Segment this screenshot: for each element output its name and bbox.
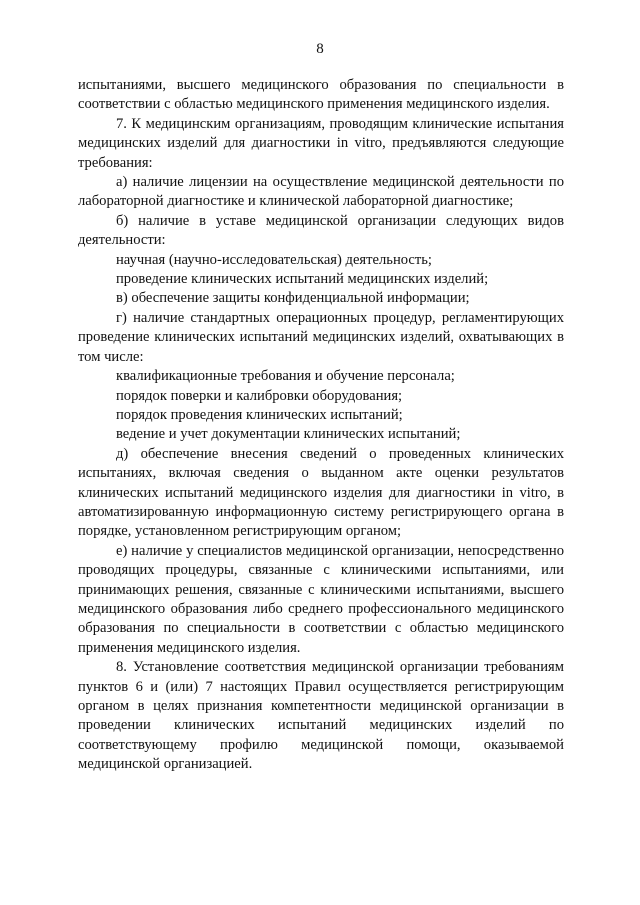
document-body [78, 76, 564, 775]
paragraph-sub-item: порядок проведения клинических испытаний; [116, 406, 403, 423]
paragraph-item-e: е) наличие у специалистов медицинской организации, непосредственно проводящих процедуры, связанные с клиническими испытаниями, или принимающих решения, связанные с клиническими испытаниями, высшего медицинского образования либо среднего профессионального медицинского образования по специальности в соответствии с областью медицинского применения медицинского изделия. [78, 542, 564, 656]
paragraph-continuation: испытаниями, высшего медицинского образования по специальности в соответствии с областью медицинского применения медицинского изделия. [78, 77, 564, 113]
paragraph-item-v: в) обеспечение защиты конфиденциальной информации; [116, 290, 470, 307]
paragraph-sub-item: ведение и учет документации клинических испытаний; [116, 426, 461, 443]
paragraph-item-a: а) наличие лицензии на осуществление медицинской деятельности по лабораторной диагностике и клинической лабораторной диагностике; [78, 174, 564, 210]
paragraph-item-g: г) наличие стандартных операционных процедур, регламентирующих проведение клинических испытаний медицинских изделий, охватывающих в том числе: [78, 309, 564, 365]
paragraph-sub-item: порядок поверки и калибровки оборудования; [116, 387, 403, 404]
paragraph-sub-item: научная (научно-исследовательская) деятельность; [116, 251, 432, 268]
paragraph-sub-item: проведение клинических испытаний медицинских изделий; [116, 271, 489, 288]
paragraph-clause-8: 8. Установление соответствия медицинской организации требованиям пунктов 6 и (или) 7 настоящих Правил осуществляется регистрирующим органом в целях признания компетентности медицинской организации в проведении клинических испытаний медицинских изделий по соответствующему профилю медицинской помощи, оказываемой медицинской организацией. [78, 659, 564, 773]
paragraph-clause-7: 7. К медицинским организациям, проводящим клинические испытания медицинских изделий для диагностики in vitro, предъявляются следующие требования: [78, 115, 564, 171]
paragraph-item-d: д) обеспечение внесения сведений о проведенных клинических испытаниях, включая сведения о выданном акте оценки результатов клинических испытаний медицинского изделия для диагностики in vitro, в автоматизированную информационную систему регистрирующего органа в порядке, установленном регистрирующим органом; [78, 445, 564, 540]
page-number: 8 [316, 41, 324, 57]
paragraph-item-b: б) наличие в уставе медицинской организации следующих видов деятельности: [78, 212, 564, 249]
paragraph-sub-item: квалификационные требования и обучение персонала; [116, 368, 455, 385]
